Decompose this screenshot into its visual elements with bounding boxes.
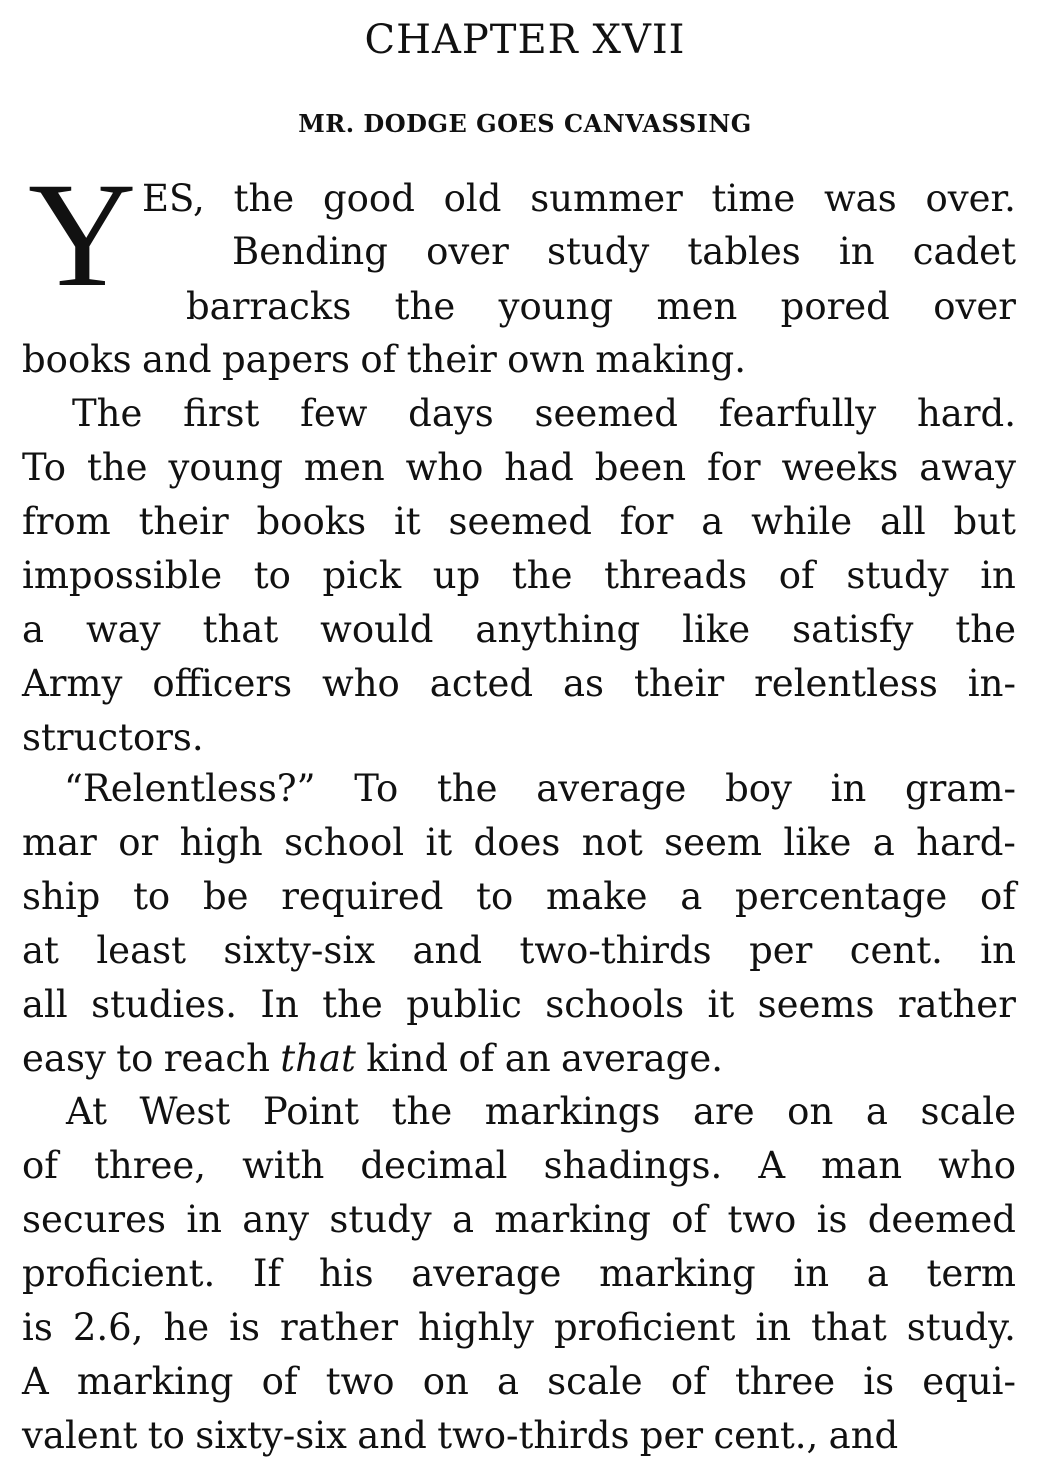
text-line bbox=[22, 1409, 1016, 1463]
text-line bbox=[22, 1301, 1016, 1355]
word: of bbox=[979, 875, 1016, 918]
word: is bbox=[229, 1306, 260, 1349]
word: and bbox=[828, 1414, 899, 1457]
word: is bbox=[22, 1306, 53, 1349]
chapter-title: CHAPTER XVII bbox=[364, 17, 686, 63]
word: shadings. bbox=[543, 1144, 723, 1187]
word: over bbox=[426, 230, 509, 273]
word: least bbox=[96, 929, 186, 972]
word: good bbox=[322, 177, 415, 220]
word: If bbox=[252, 1252, 282, 1295]
word: easy bbox=[22, 1037, 106, 1080]
word: Bending bbox=[232, 230, 388, 273]
word: marking bbox=[599, 1252, 756, 1295]
text-line bbox=[22, 603, 1016, 657]
word: average bbox=[411, 1252, 562, 1295]
word: the bbox=[955, 608, 1016, 651]
word: but bbox=[953, 500, 1016, 543]
word: per bbox=[639, 1414, 704, 1457]
word: for bbox=[619, 500, 674, 543]
word: proficient bbox=[553, 1306, 736, 1349]
word: it bbox=[393, 500, 421, 543]
text-line bbox=[22, 978, 1016, 1032]
word: high bbox=[179, 821, 263, 864]
word: in bbox=[793, 1252, 830, 1295]
word: making. bbox=[595, 338, 746, 381]
drop-cap: Y bbox=[28, 152, 137, 318]
text-line bbox=[64, 762, 1016, 816]
word: rather bbox=[897, 983, 1016, 1026]
word: officers bbox=[152, 662, 293, 705]
word: men bbox=[303, 446, 385, 489]
word: impossible bbox=[22, 554, 223, 597]
word: reach bbox=[163, 1037, 270, 1080]
word: scale bbox=[547, 1360, 643, 1403]
word: seem bbox=[664, 821, 762, 864]
word: rather bbox=[280, 1306, 399, 1349]
text-line bbox=[142, 172, 1016, 226]
word: way bbox=[86, 608, 161, 651]
word: is bbox=[816, 1198, 848, 1241]
word: their bbox=[138, 500, 229, 543]
word: who bbox=[405, 446, 484, 489]
word: cadet bbox=[912, 230, 1016, 273]
text-line bbox=[186, 280, 1016, 334]
word: who bbox=[322, 662, 400, 705]
word: school bbox=[284, 821, 405, 864]
word: valent bbox=[22, 1414, 138, 1457]
word: A bbox=[758, 1144, 786, 1187]
word: from bbox=[22, 500, 111, 543]
text-line bbox=[22, 816, 1016, 870]
word: markings bbox=[484, 1090, 661, 1133]
word: a bbox=[701, 500, 724, 543]
word: a bbox=[496, 1360, 520, 1403]
word: like bbox=[682, 608, 751, 651]
text-line bbox=[22, 1247, 1016, 1301]
word: was bbox=[824, 177, 897, 220]
word: barracks bbox=[186, 285, 352, 328]
word: would bbox=[320, 608, 434, 651]
word: threads bbox=[604, 554, 748, 597]
word: term bbox=[926, 1252, 1016, 1295]
word: are bbox=[692, 1090, 755, 1133]
text-line bbox=[22, 441, 1016, 495]
word: Army bbox=[22, 662, 123, 705]
word: tables bbox=[687, 230, 801, 273]
word: his bbox=[318, 1252, 374, 1295]
word: like bbox=[783, 821, 852, 864]
word: ES, bbox=[142, 177, 205, 220]
word: study. bbox=[906, 1306, 1016, 1349]
word: of bbox=[360, 338, 397, 381]
word: acted bbox=[429, 662, 534, 705]
word: in bbox=[830, 767, 867, 810]
text-line bbox=[232, 225, 1016, 279]
word: a bbox=[866, 1252, 889, 1295]
word: in bbox=[186, 1198, 222, 1241]
word: first bbox=[183, 392, 260, 435]
word: while bbox=[751, 500, 853, 543]
word: study bbox=[846, 554, 949, 597]
word: in bbox=[980, 929, 1016, 972]
word: A bbox=[22, 1360, 49, 1403]
word: weeks bbox=[781, 446, 899, 489]
word: per bbox=[749, 929, 813, 972]
word: two bbox=[727, 1198, 797, 1241]
word: all bbox=[22, 983, 68, 1026]
word: of bbox=[22, 1144, 58, 1187]
word: with bbox=[242, 1144, 325, 1187]
text-line bbox=[22, 495, 1016, 549]
word: at bbox=[22, 929, 59, 972]
chapter-subtitle: MR. DODGE GOES CANVASSING bbox=[298, 109, 752, 138]
word: seemed bbox=[448, 500, 592, 543]
word: deemed bbox=[867, 1198, 1016, 1241]
word: of bbox=[671, 1198, 708, 1241]
text-line bbox=[22, 333, 1016, 387]
word: for bbox=[706, 446, 761, 489]
word: in bbox=[980, 554, 1016, 597]
word: their bbox=[634, 662, 725, 705]
word: ship bbox=[22, 875, 101, 918]
word: young bbox=[498, 285, 614, 328]
word: satisfy bbox=[792, 608, 914, 651]
word: seems bbox=[757, 983, 875, 1026]
word: a bbox=[22, 608, 45, 651]
word: cent., bbox=[713, 1414, 819, 1457]
word: marking bbox=[494, 1198, 651, 1241]
word: young bbox=[168, 446, 284, 489]
word: time bbox=[711, 177, 796, 220]
word: required bbox=[281, 875, 444, 918]
word: highly bbox=[418, 1306, 534, 1349]
word: not bbox=[581, 821, 643, 864]
word: all bbox=[880, 500, 926, 543]
word: gram- bbox=[904, 767, 1016, 810]
word: the bbox=[394, 285, 456, 328]
word: hard. bbox=[916, 392, 1016, 435]
word: it bbox=[425, 821, 453, 864]
word: relentless bbox=[754, 662, 938, 705]
word: in- bbox=[967, 662, 1016, 705]
word: it bbox=[707, 983, 735, 1026]
word: boy bbox=[725, 767, 792, 810]
word: the bbox=[86, 446, 148, 489]
word: Point bbox=[262, 1090, 360, 1133]
word: and bbox=[142, 338, 212, 381]
word: pick bbox=[322, 554, 402, 597]
word: make bbox=[546, 875, 648, 918]
word: the bbox=[233, 177, 295, 220]
word: few bbox=[300, 392, 368, 435]
word: proficient. bbox=[22, 1252, 216, 1295]
word: away bbox=[919, 446, 1016, 489]
word: secures bbox=[22, 1198, 167, 1241]
text-line bbox=[22, 1032, 1016, 1086]
word: sixty-six bbox=[195, 1414, 347, 1457]
word: on bbox=[787, 1090, 834, 1133]
word: a bbox=[680, 875, 703, 918]
word: two bbox=[325, 1360, 395, 1403]
text-line bbox=[22, 870, 1016, 924]
word: anything bbox=[475, 608, 641, 651]
word: summer bbox=[530, 177, 683, 220]
word: the bbox=[322, 983, 383, 1026]
word: up bbox=[432, 554, 481, 597]
text-line bbox=[22, 1139, 1016, 1193]
word: To bbox=[22, 446, 67, 489]
word: of bbox=[458, 1037, 495, 1080]
word: as bbox=[563, 662, 605, 705]
word: To bbox=[354, 767, 399, 810]
word: study bbox=[329, 1198, 432, 1241]
word: on bbox=[422, 1360, 469, 1403]
word: had bbox=[504, 446, 574, 489]
word: an bbox=[504, 1037, 551, 1080]
word: two-thirds bbox=[437, 1414, 630, 1457]
word: days bbox=[408, 392, 494, 435]
word: a bbox=[451, 1198, 475, 1241]
word: of bbox=[670, 1360, 707, 1403]
text-line bbox=[22, 711, 1016, 765]
word: that bbox=[202, 608, 279, 651]
word: equi- bbox=[922, 1360, 1016, 1403]
word: pored bbox=[780, 285, 890, 328]
word: own bbox=[507, 338, 585, 381]
word: The bbox=[72, 392, 143, 435]
text-line bbox=[22, 1193, 1016, 1247]
word: any bbox=[242, 1198, 310, 1241]
word: fearfully bbox=[718, 392, 877, 435]
word: a bbox=[872, 821, 895, 864]
text-line bbox=[22, 1355, 1016, 1409]
text-line bbox=[66, 1085, 1016, 1139]
text-line bbox=[22, 549, 1016, 603]
word: schools bbox=[545, 983, 685, 1026]
word: study bbox=[547, 230, 650, 273]
word: is bbox=[863, 1360, 895, 1403]
word: three bbox=[734, 1360, 836, 1403]
word: that bbox=[811, 1306, 887, 1349]
word: papers bbox=[221, 338, 350, 381]
word: in bbox=[755, 1306, 792, 1349]
word: average bbox=[536, 767, 687, 810]
word: be bbox=[202, 875, 249, 918]
word: of bbox=[261, 1360, 298, 1403]
word: two-thirds bbox=[519, 929, 712, 972]
word: of bbox=[778, 554, 815, 597]
text-line bbox=[22, 924, 1016, 978]
word: their bbox=[406, 338, 497, 381]
text-line bbox=[22, 657, 1016, 711]
word: to bbox=[147, 1414, 185, 1457]
word: hard- bbox=[916, 821, 1016, 864]
word: been bbox=[594, 446, 687, 489]
word: and bbox=[412, 929, 483, 972]
word: and bbox=[357, 1414, 427, 1457]
word: marking bbox=[76, 1360, 234, 1403]
word: the bbox=[436, 767, 498, 810]
word: does bbox=[473, 821, 561, 864]
word: that bbox=[280, 1037, 356, 1080]
word: men bbox=[656, 285, 738, 328]
word: At bbox=[66, 1090, 107, 1133]
word: mar bbox=[22, 821, 97, 864]
word: kind bbox=[366, 1037, 449, 1080]
word: the bbox=[391, 1090, 453, 1133]
word: to bbox=[476, 875, 514, 918]
word: over bbox=[933, 285, 1016, 328]
word: scale bbox=[920, 1090, 1016, 1133]
word: West bbox=[139, 1090, 231, 1133]
word: structors. bbox=[22, 716, 204, 759]
word: over. bbox=[925, 177, 1016, 220]
word: studies. bbox=[91, 983, 237, 1026]
word: books bbox=[256, 500, 367, 543]
word: books bbox=[22, 338, 132, 381]
word: to bbox=[133, 875, 171, 918]
word: sixty-six bbox=[223, 929, 376, 972]
word: who bbox=[938, 1144, 1016, 1187]
word: public bbox=[406, 983, 522, 1026]
word: or bbox=[118, 821, 159, 864]
word: man bbox=[821, 1144, 903, 1187]
word: old bbox=[443, 177, 502, 220]
word: percentage bbox=[735, 875, 948, 918]
word: he bbox=[163, 1306, 210, 1349]
word: In bbox=[260, 983, 299, 1026]
word: 2.6, bbox=[72, 1306, 144, 1349]
word: to bbox=[253, 554, 291, 597]
word: decimal bbox=[360, 1144, 508, 1187]
word: average. bbox=[561, 1037, 723, 1080]
word: cent. bbox=[849, 929, 943, 972]
word: in bbox=[838, 230, 875, 273]
text-line bbox=[72, 387, 1016, 441]
word: a bbox=[865, 1090, 888, 1133]
word: three, bbox=[94, 1144, 207, 1187]
word: “Relentless?” bbox=[64, 767, 316, 810]
word: seemed bbox=[534, 392, 678, 435]
word: the bbox=[511, 554, 573, 597]
word: to bbox=[116, 1037, 154, 1080]
